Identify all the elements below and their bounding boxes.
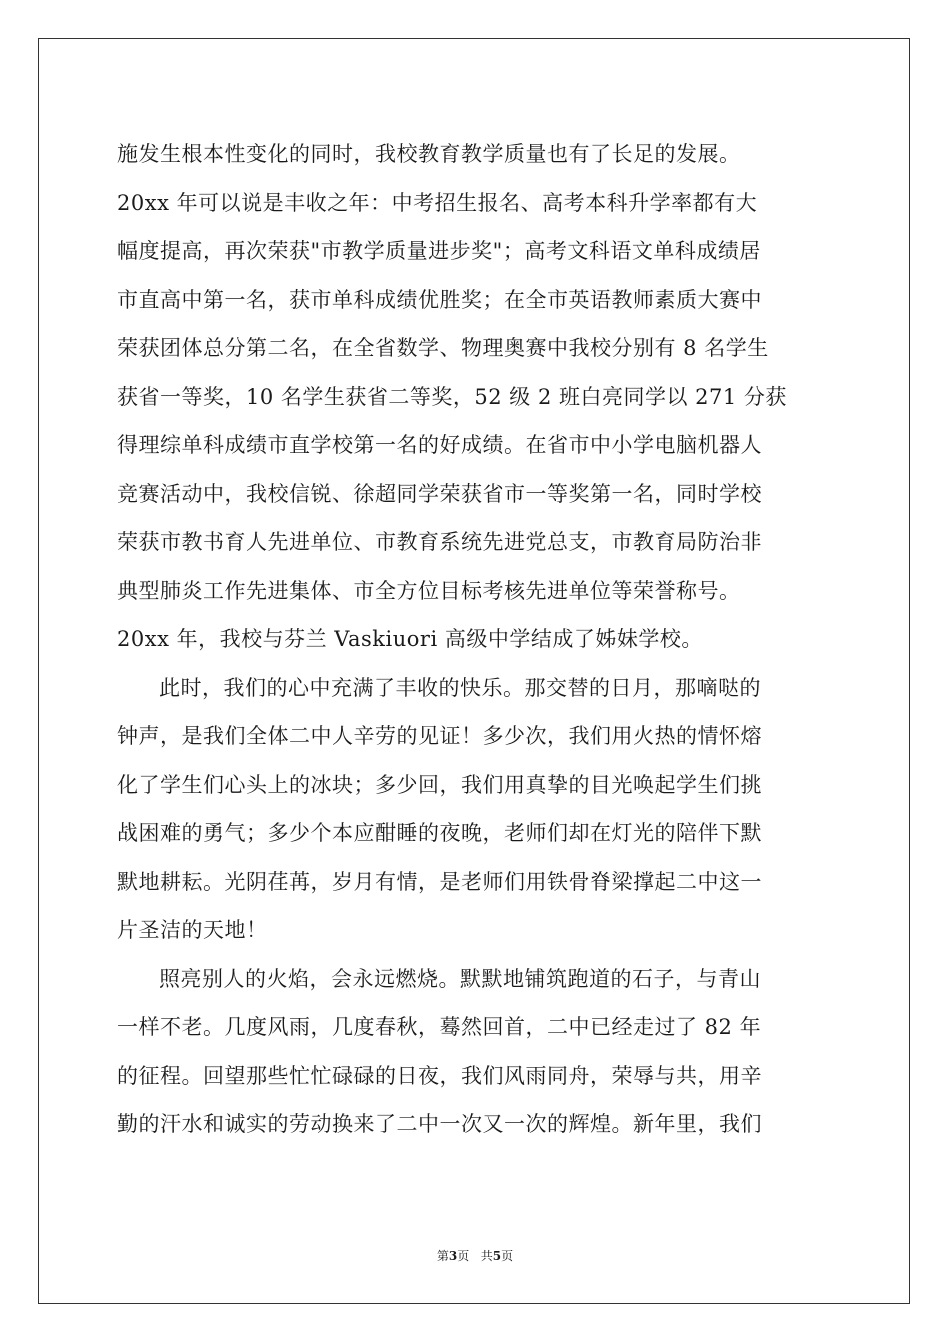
text-line: 一样不老。几度风雨，几度春秋，蓦然回首，二中已经走过了 82 年 <box>117 1015 762 1039</box>
document-body <box>117 130 837 1149</box>
paragraph-start-line: 照亮别人的火焰，会永远燃烧。默默地铺筑跑道的石子，与青山 <box>159 966 761 991</box>
text-line: 默地耕耘。光阴荏苒，岁月有情，是老师们用铁骨脊梁撑起二中这一 <box>117 869 762 894</box>
paragraph-start-line: 此时，我们的心中充满了丰收的快乐。那交替的日月，那嘀哒的 <box>159 675 761 700</box>
text-line: 的征程。回望那些忙忙碌碌的日夜，我们风雨同舟，荣辱与共，用辛 <box>117 1063 762 1088</box>
footer-prefix: 第 <box>436 1249 449 1263</box>
text-line: 获省一等奖，10 名学生获省二等奖，52 级 2 班白亮同学以 271 分获 <box>117 384 787 409</box>
text-line: 荣获团体总分第二名，在全省数学、物理奥赛中我校分别有 8 名学生 <box>117 336 769 360</box>
text-line: 幅度提高，再次荣获"市教学质量进步奖"；高考文科语文单科成绩居 <box>117 239 761 263</box>
footer-mid: 页 共 <box>457 1249 493 1263</box>
text-line: 典型肺炎工作先进集体、市全方位目标考核先进单位等荣誉称号。 <box>117 578 741 603</box>
total-pages-number: 5 <box>492 1249 502 1263</box>
text-line: 勤的汗水和诚实的劳动换来了二中一次又一次的辉煌。新年里，我们 <box>117 1112 762 1136</box>
text-line: 片圣洁的天地！ <box>117 918 268 942</box>
text-line: 荣获市教书育人先进单位、市教育系统先进党总支，市教育局防治非 <box>117 530 762 554</box>
text-line: 战困难的勇气；多少个本应酣睡的夜晚，老师们却在灯光的陪伴下默 <box>117 821 762 845</box>
footer-suffix: 页 <box>501 1249 514 1263</box>
text-line: 20xx 年可以说是丰收之年：中考招生报名、高考本科升学率都有大 <box>117 190 758 215</box>
page-footer <box>0 1247 950 1264</box>
text-line: 20xx 年，我校与芬兰 Vaskiuori 高级中学结成了姊妹学校。 <box>117 627 703 651</box>
current-page-number: 3 <box>448 1249 458 1263</box>
text-line: 施发生根本性变化的同时，我校教育教学质量也有了长足的发展。 <box>117 142 741 166</box>
text-line: 竞赛活动中，我校信锐、徐超同学荣获省市一等奖第一名，同时学校 <box>117 481 762 506</box>
text-line: 化了学生们心头上的冰块；多少回，我们用真挚的目光唤起学生们挑 <box>117 772 762 797</box>
text-line: 得理综单科成绩市直学校第一名的好成绩。在省市中小学电脑机器人 <box>117 433 762 457</box>
text-line: 市直高中第一名，获市单科成绩优胜奖；在全市英语教师素质大赛中 <box>117 287 762 312</box>
text-line: 钟声，是我们全体二中人辛劳的见证！多少次，我们用火热的情怀熔 <box>117 724 762 748</box>
